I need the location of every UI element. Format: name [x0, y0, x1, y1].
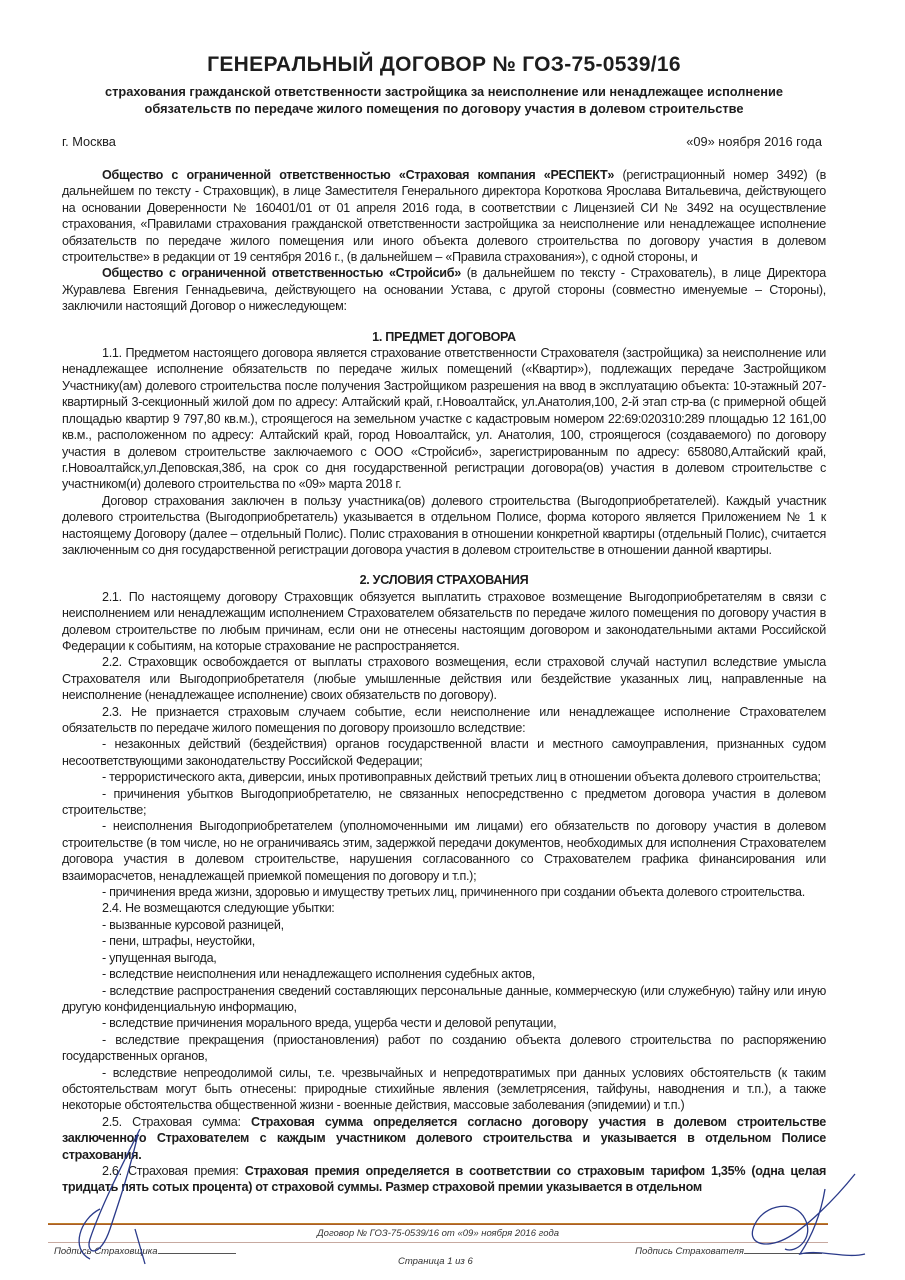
insurer-signature-field	[54, 1246, 236, 1258]
paragraph	[62, 736, 826, 769]
footer-signature-row	[48, 1246, 828, 1268]
paragraph	[62, 884, 826, 900]
paragraph	[62, 265, 826, 314]
paragraph	[62, 769, 826, 785]
text: - пени, штрафы, неустойки,	[102, 934, 255, 949]
bold-text: Страховая премия определяется в соответствии со страховым тарифом 1,35% (одна целая тридцать пять сотых процента) от страховой суммы. Размер страховой премии указывается в отдельном	[62, 1163, 826, 1195]
paragraph	[62, 345, 826, 493]
paragraph	[62, 983, 826, 1016]
text: 2.1. По настоящему договору Страховщик обязуется выплатить страховое возмещение Выгодоприобретателям в связи с неисполнением или ненадлежащим исполнением Страхователем обязательств по передаче жилого помещения по договору участия в долевом строительстве по любым причинам, если они не отнесены настоящим договором и законодательными актами Российской Федерации к событиям, на которые страхование не распространяется.	[62, 589, 826, 653]
bold-text: Общество с ограниченной ответственностью «Стройсиб»	[102, 266, 461, 281]
signature-line	[744, 1253, 822, 1254]
paragraph	[62, 950, 826, 966]
paragraph	[62, 654, 826, 703]
city: г. Москва	[62, 134, 116, 149]
paragraph	[62, 900, 826, 916]
bold-text: Общество с ограниченной ответственностью «Страховая компания «РЕСПЕКТ»	[102, 168, 615, 182]
paragraph	[62, 1163, 826, 1196]
insured-signature-field	[635, 1246, 822, 1258]
text: - вследствие непреодолимой силы, т.е. чрезвычайных и непредотвратимых при данных условиях обстоятельств (к таким обстоятельствам могут быть отнесены: природные стихийные явления (землетрясения, тайфуны, наводнения и т.п.), а также некоторые обстоятельства общественной жизни - военные действия, массовые заболевания (эпидемии) и т.п.)	[62, 1065, 826, 1113]
text: - неисполнения Выгодоприобретателем (уполномоченными им лицами) его обязательств по договору участия в долевом строительстве (в том числе, но не ограничиваясь этим, задержкой передачи документов, необходимых для исполнения Страхователем договора участия в долевом строительстве, нарушения согласованного со Страхователем графика финансирования или взаиморасчетов, ненадлежащей приемкой помещения по договору и т.п.);	[62, 819, 826, 883]
bold-text: 2. УСЛОВИЯ СТРАХОВАНИЯ	[359, 573, 529, 588]
section-heading	[62, 329, 826, 345]
text: - незаконных действий (бездействия) органов государственной власти и местного самоуправления, признанных судом несоответствующими законодательству Российской Федерации;	[62, 737, 826, 768]
document-page	[62, 52, 826, 1196]
footer-contract-ref: Договор № ГОЗ-75-0539/16 от «09» ноября 2016 года	[316, 1228, 560, 1239]
footer-contract-ref-row	[48, 1228, 828, 1240]
paragraph	[62, 1114, 826, 1163]
text: (регистрационный номер 3492) (в дальнейшем по тексту - Страховщик), в лице Заместителя Генерального директора Короткова Ярослава Витальевича, действующего на основании Доверенности № 160401/01 от 01 апреля 2016 года, в соответствии с Лицензией СИ № 3492 на осуществление страхования, «Правилами страхования гражданской ответственности застройщика за неисполнение или ненадлежащее исполнение обязательств по передаче жилого помещения или иного объекта долевого строительства по договору участия в долевом строительстве» в редакции от 19 сентября 2016 г., (в дальнейшем – «Правила страхования»), с одной стороны, и	[62, 168, 826, 265]
paragraph	[62, 1015, 826, 1031]
text: - вследствие распространения сведений составляющих персональные данные, коммерческую (или служебную) тайну или иную другую конфиденциальную информацию,	[62, 983, 826, 1014]
text: 2.6. Страховая премия:	[102, 1163, 245, 1178]
paragraph	[62, 167, 826, 265]
text: 2.2. Страховщик освобождается от выплаты страхового возмещения, если страховой случай наступил вследствие умысла Страхователя или Выгодоприобретателя (любые умышленные действия или бездействие указанных лиц, направленные на неисполнение (ненадлежащее исполнение) своих обязательств по договору).	[62, 655, 826, 703]
text: 1.1. Предметом настоящего договора является страхование ответственности Страхователя (застройщика) за неисполнение или ненадлежащее исполнение обязательств по передаче жилых помещений («Квартир»), подлежащих передаче Застройщиком Участнику(ам) долевого строительства после получения Застройщиком разрешения на ввод в эксплуатацию объекта: 10-этажный 207-квартирный 3-секционный жилой дом по адресу: Алтайский край, г.Новоалтайск, ул.Анатолия,100, 2-й этап стр-ва (с примерной общей площадью квартир 9 797,80 кв.м.), строящегося на земельном участке с кадастровым номером 22:69:020310:289 площадью 12 161,00 кв.м., расположенном по адресу: Алтайский край, город Новоалтайск, ул. Анатолия, 100, строящегося (создаваемого) по договору участия в долевом строительстве заключаемого с ООО «Стройсиб», зарегистрированным по адресу: 658080,Алтайский край, г.Новоалтайск,ул.Деповская,38б, на срок со дня государственной регистрации договора(ов) участия в долевом строительстве с участником(и) долевого строительства по «09» марта 2018 г.	[62, 346, 826, 492]
paragraph	[62, 966, 826, 982]
text: - причинения убытков Выгодоприобретателю, не связанных непосредственно с предметом договора участия в долевом строительстве;	[62, 786, 826, 818]
paragraph	[62, 1032, 826, 1065]
text: - упущенная выгода,	[102, 950, 217, 965]
bold-text: 1. ПРЕДМЕТ ДОГОВОРА	[372, 329, 516, 344]
text: - вследствие прекращения (приостановления) работ по созданию объекта долевого строительства по распоряжению государственных органов,	[62, 1032, 826, 1064]
paragraph	[62, 786, 826, 819]
text: 2.4. Не возмещаются следующие убытки:	[102, 901, 335, 916]
footer-divider-thin	[48, 1242, 828, 1243]
text: Договор страхования заключен в пользу участника(ов) долевого строительства (Выгодоприобретателей). Каждый участник долевого строительства (Выгодоприобретатель) указывается в отдельном Полисе, форма которого является Приложением № 1 к настоящему Договору (далее – отдельный Полис). Полис страхования в отношении конкретной квартиры (отдельный Полис), считается заключенным со дня государственной регистрации договора участия в долевом строительстве в отношении данной квартиры.	[62, 493, 826, 557]
paragraph	[62, 704, 826, 737]
contract-date: «09» ноября 2016 года	[686, 134, 822, 149]
document-title: ГЕНЕРАЛЬНЫЙ ДОГОВОР № ГОЗ-75-0539/16	[207, 53, 681, 76]
paragraph	[62, 493, 826, 559]
footer-divider	[48, 1223, 828, 1225]
text: - вследствие причинения морального вреда, ущерба чести и деловой репутации,	[102, 1016, 557, 1031]
paragraph	[62, 1065, 826, 1114]
insurer-signature-label: Подпись Страховщика	[54, 1246, 158, 1257]
section-heading	[62, 572, 826, 588]
page-footer	[48, 1209, 828, 1268]
text: 2.5. Страховая сумма:	[102, 1114, 252, 1129]
document-body	[62, 167, 826, 1196]
bold-text: Страховая сумма определяется согласно договору участия в долевом строительстве заключенного Страхователем с каждым участником долевого строительства и указывается в отдельном Полисе страхования.	[62, 1114, 826, 1162]
document-subtitle-line-2: обязательств по передаче жилого помещения по договору участия в долевом строительстве	[144, 100, 744, 116]
paragraph	[62, 818, 826, 884]
text: - вызванные курсовой разницей,	[102, 917, 284, 932]
text: 2.3. Не признается страховым случаем событие, если неисполнение или ненадлежащее исполнение Страхователем обязательств по передаче жилого помещения по договору произошло вследствие:	[62, 704, 826, 735]
paragraph	[62, 589, 826, 655]
text: - террористического акта, диверсии, иных противоправных действий третьих лиц в отношении объекта долевого строительства;	[102, 770, 821, 785]
document-subtitle-line-1: страхования гражданской ответственности застройщика за неисполнение или ненадлежащее исполнение	[105, 84, 783, 99]
insured-signature-label: Подпись Страхователя	[635, 1246, 744, 1257]
signature-line	[158, 1253, 236, 1254]
text: (в дальнейшем по тексту - Страхователь), в лице Директора Журавлева Евгения Геннадьевича, действующего на основании Устава, с другой стороны (совместно именуемые – Стороны), заключили настоящий Договор о нижеследующем:	[62, 266, 826, 314]
paragraph	[62, 917, 826, 933]
place-date-line	[62, 134, 826, 150]
text: - вследствие неисполнения или ненадлежащего исполнения судебных актов,	[102, 967, 535, 982]
page-number: Страница 1 из 6	[397, 1256, 473, 1267]
text: - причинения вреда жизни, здоровью и имуществу третьих лиц, причиненного при создании объекта долевого строительства.	[102, 885, 805, 900]
paragraph	[62, 933, 826, 949]
